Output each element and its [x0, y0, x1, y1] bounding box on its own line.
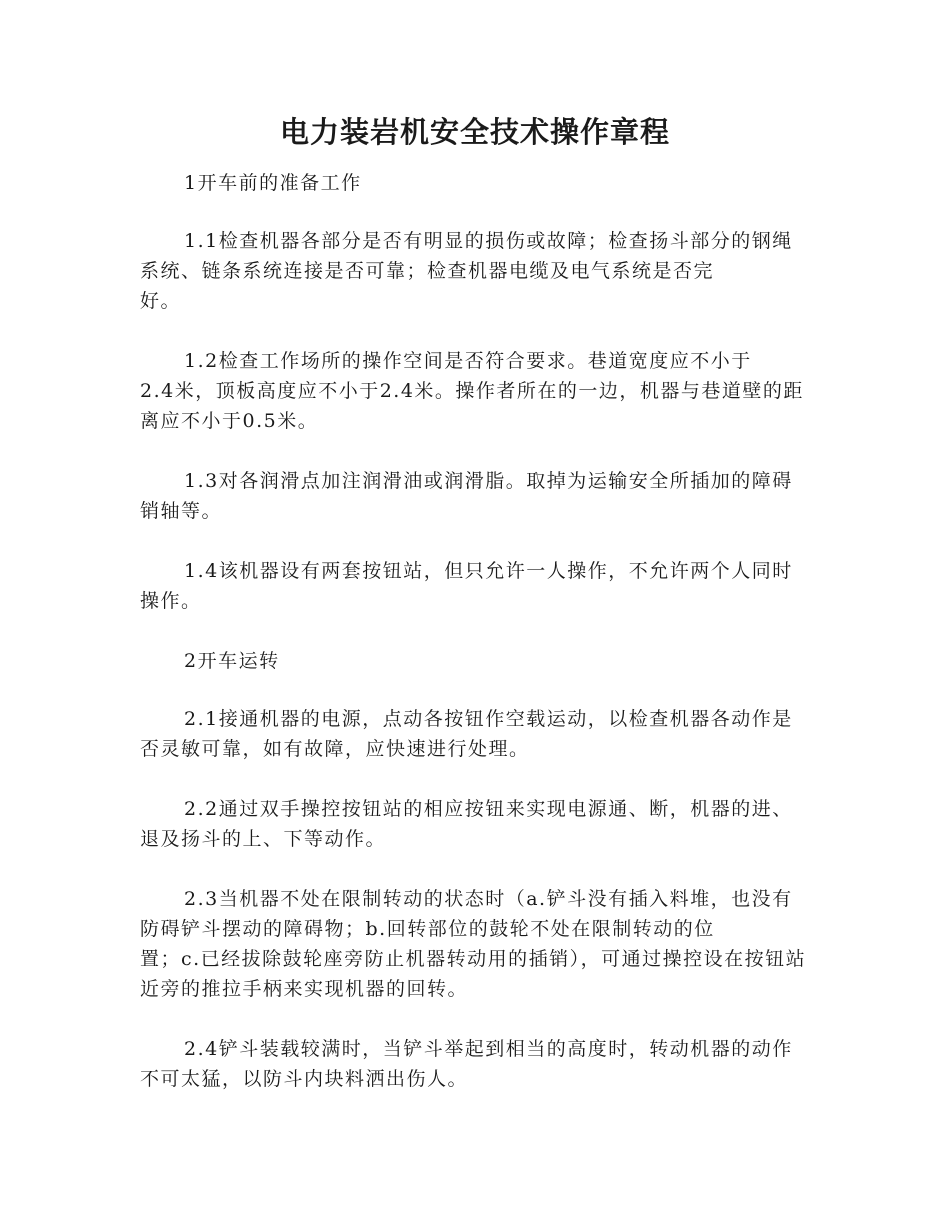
section-heading-2: 2开车运转: [184, 650, 280, 672]
document-title: 电力装岩机安全技术操作章程: [279, 115, 670, 149]
paragraph-2-1: 2.1接通机器的电源，点动各按钮作空载运动，以检查机器各动作是否灵敏可靠，如有故障，应快速进行处理。: [140, 708, 793, 760]
paragraph-2-4: 2.4铲斗装载较满时，当铲斗举起到相当的高度时，转动机器的动作不可太猛，以防斗内块料洒出伤人。: [140, 1038, 793, 1090]
paragraph-1-1: 1.1检查机器各部分是否有明显的损伤或故障；检查扬斗部分的钢绳系统、链条系统连接是否可靠；检查机器电缆及电气系统是否完 好。: [140, 230, 793, 312]
section-heading-1: 1开车前的准备工作: [184, 172, 362, 194]
document-body: [140, 168, 812, 1124]
paragraph-1-2: 1.2检查工作场所的操作空间是否符合要求。巷道宽度应不小于 2.4米，顶板高度应不小于2.4米。操作者所在的一边，机器与巷道壁的距离应不小于0.5米。: [140, 350, 804, 432]
paragraph-1-4: 1.4该机器设有两套按钮站，但只允许一人操作，不允许两个人同时操作。: [140, 560, 793, 612]
paragraph-2-3: 2.3当机器不处在限制转动的状态时（a.铲斗没有插入料堆，也没有防碍铲斗摆动的障碍物；b.回转部位的鼓轮不处在限制转动的位 置；c.已经拔除鼓轮座旁防止机器转动用的插销），可通过操控设在按钮站近旁的推拉手柄来实现机器的回转。: [140, 888, 807, 1000]
paragraph-2-2: 2.2通过双手操控按钮站的相应按钮来实现电源通、断，机器的进、退及扬斗的上、下等动作。: [140, 798, 793, 850]
paragraph-1-3: 1.3对各润滑点加注润滑油或润滑脂。取掉为运输安全所插加的障碍销轴等。: [140, 470, 793, 522]
